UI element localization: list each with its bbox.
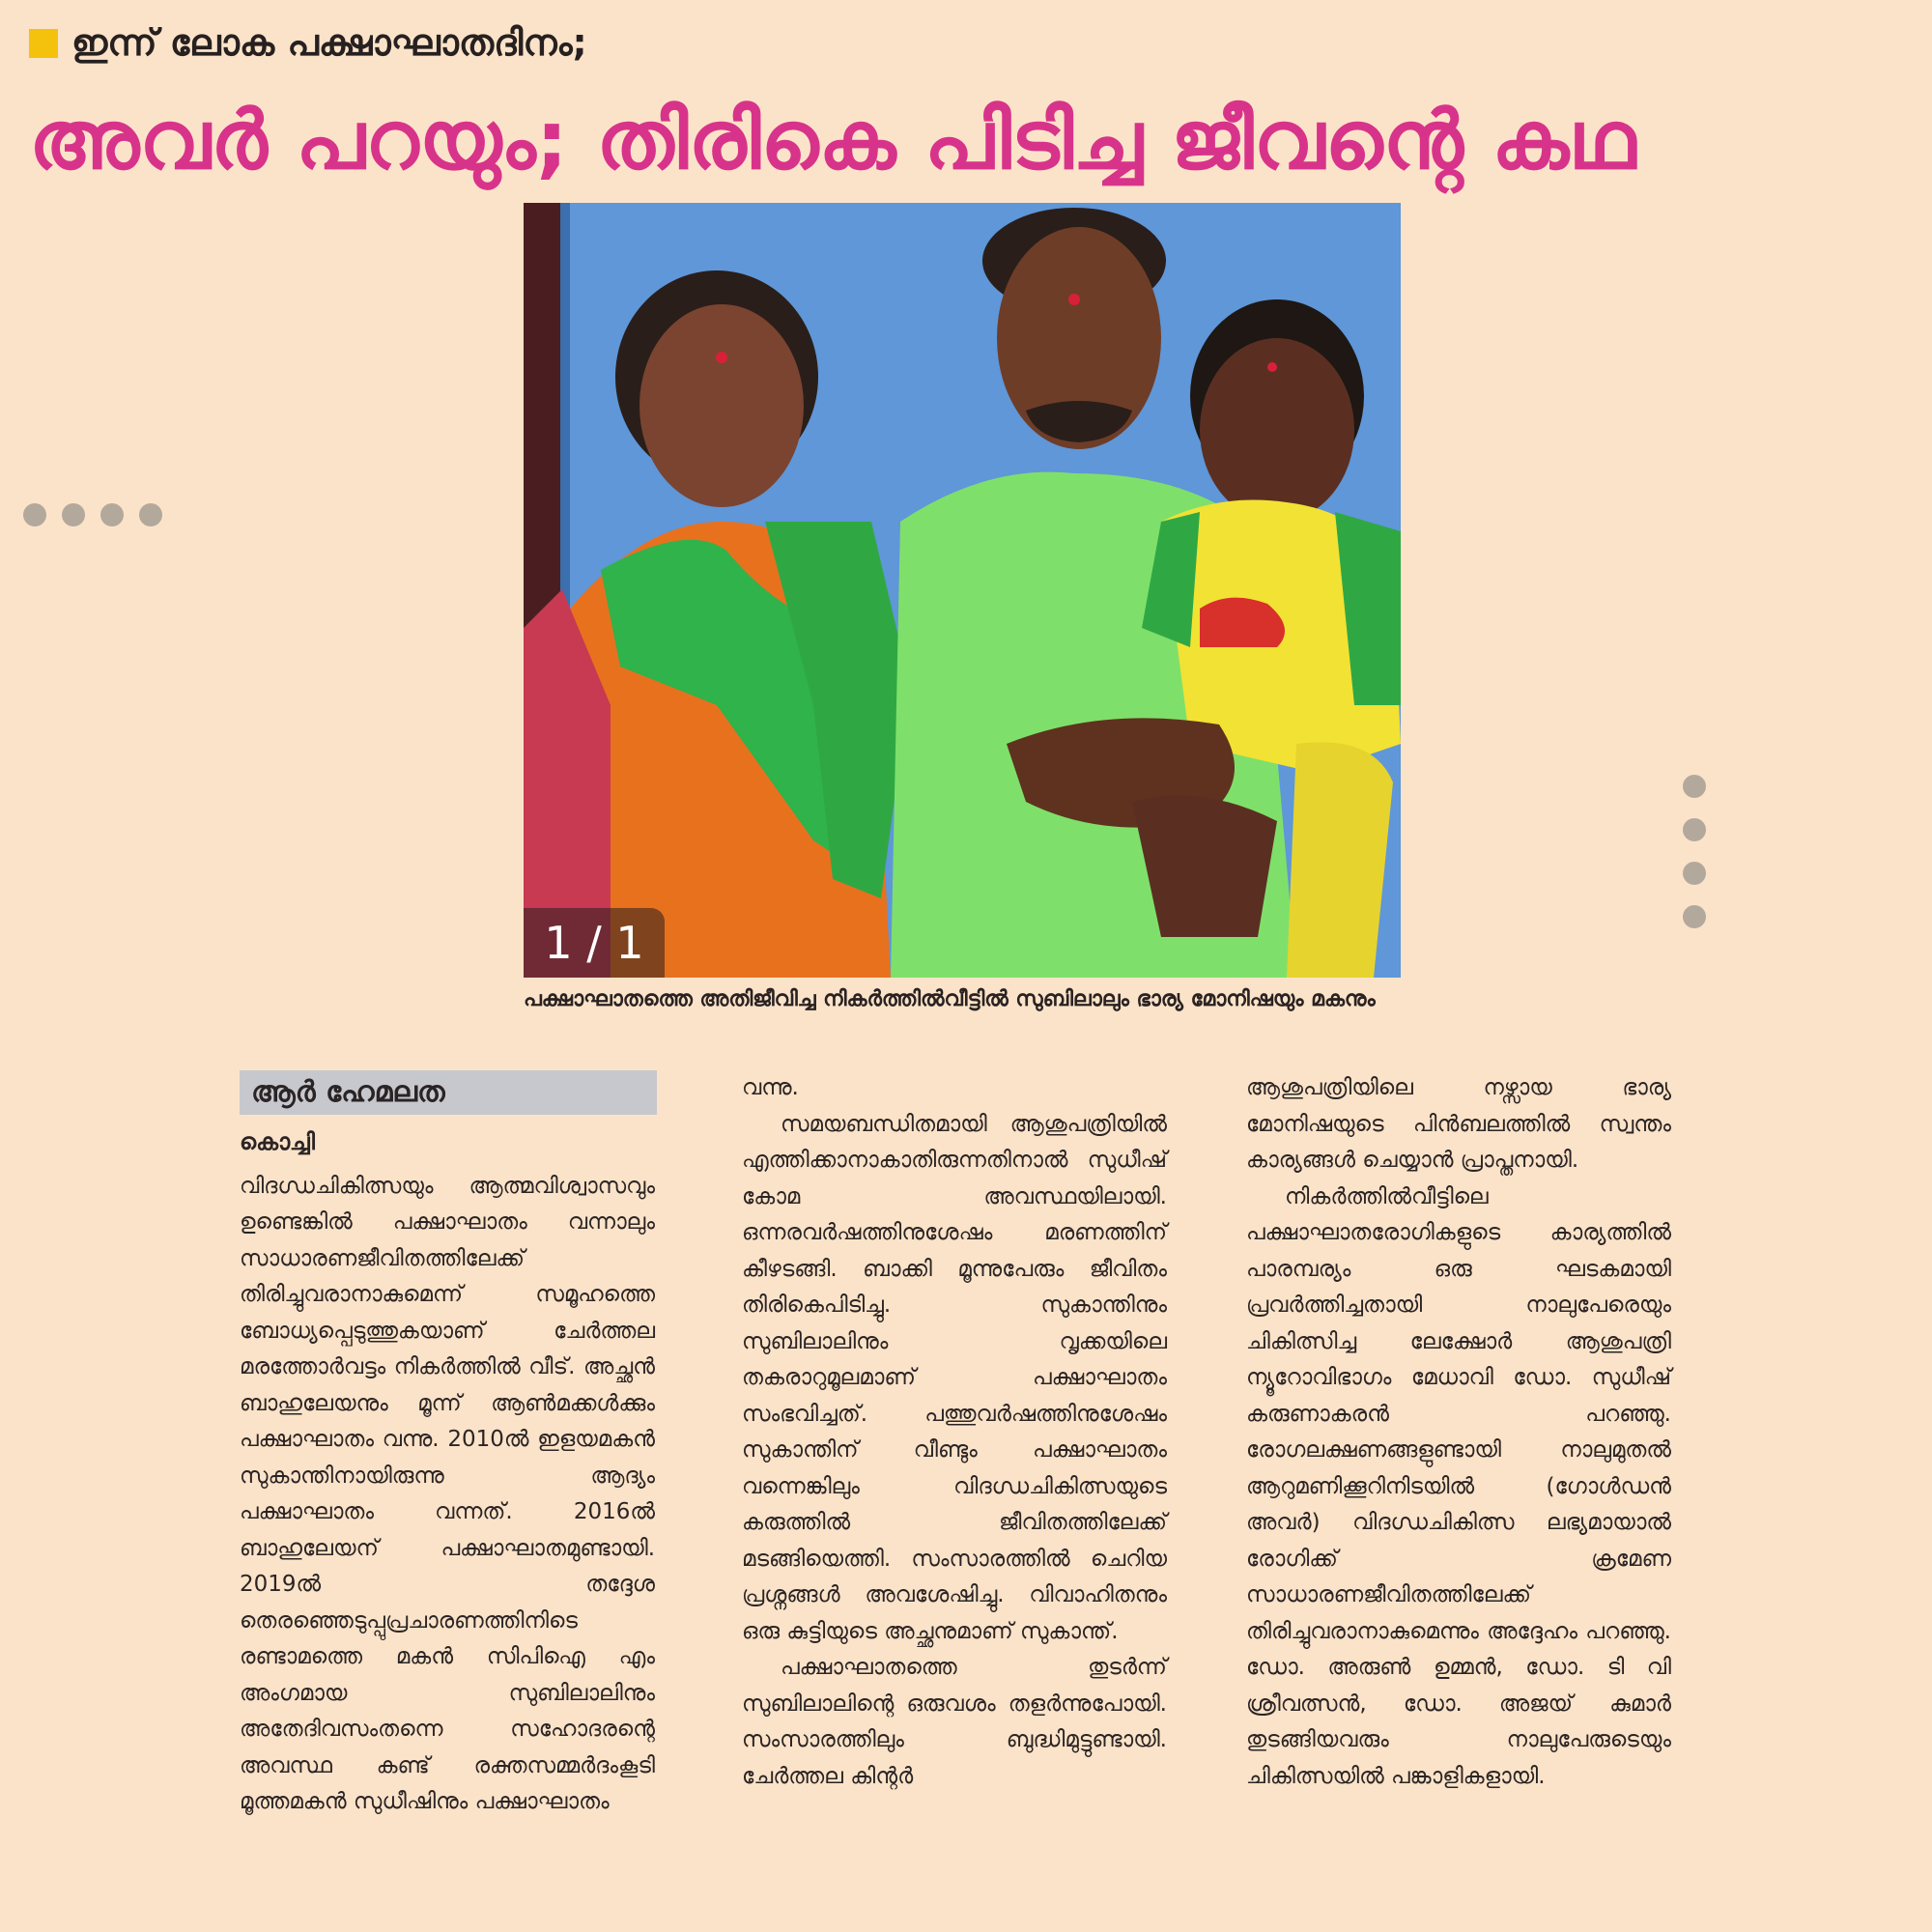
dot-icon [23, 503, 46, 526]
dot-icon [100, 503, 124, 526]
article-column-1 [240, 1070, 655, 1821]
article-paragraph: സമയബന്ധിതമായി ആശുപത്രിയിൽ എത്തിക്കാനാകാതിരുന്നതിനാൽ സുധീഷ് കോമ അവസ്ഥയിലായി. ഒന്നരവർഷത്തിനുശേഷം മരണത്തിന് കീഴടങ്ങി. ബാക്കി മൂന്നുപേരും ജീവിതം തിരികെപിടിച്ചു. സുകാന്തിനും സുബിലാലിനും വൃക്കയിലെ തകരാറുമൂലമാണ് പക്ഷാഘാതം സംഭവിച്ചത്. പത്തുവർഷത്തിനുശേഷം സുകാന്തിന് വീണ്ടും പക്ഷാഘാതം വന്നെങ്കിലും വിദഗ്ധചികിത്സയുടെ കരുത്തിൽ ജീവിതത്തിലേക്ക് മടങ്ങിയെത്തി. സംസാരത്തിൽ ചെറിയ പ്രശ്നങ്ങൾ അവശേഷിച്ചു. വിവാഹിതനും ഒരു കുട്ടിയുടെ അച്ഛനുമാണ് സുകാന്ത്. [742, 1111, 1167, 1644]
kicker-text: ഇന്ന് ലോക പക്ഷാഘാതദിനം; [71, 21, 587, 64]
headline: അവർ പറയും; തിരികെ പിടിച്ച ജീവന്റെ കഥ [29, 93, 1636, 187]
dot-icon [139, 503, 162, 526]
dot-icon [1683, 775, 1706, 798]
article-paragraph: നികർത്തിൽവീട്ടിലെ പക്ഷാഘാതരോഗികളുടെ കാര്യത്തിൽ പാരമ്പര്യം ഒരു ഘടകമായി പ്രവർത്തിച്ചതായി നാലുപേരെയും ചികിത്സിച്ച ലേക്ഷോർ ആശുപത്രി ന്യൂറോവിഭാഗം മേധാവി ഡോ. സുധീഷ് കരുണാകരൻ പറഞ്ഞു. രോഗലക്ഷണങ്ങളുണ്ടായി നാലുമുതൽ ആറുമണിക്കൂറിനിടയിൽ (ഗോൾഡൻ അവർ) വിദഗ്ധചികിത്സ ലഭ്യമായാൽ രോഗിക്ക് ക്രമേണ സാധാരണജീവിതത്തിലേക്ക് തിരിച്ചുവരാനാകുമെന്നും അദ്ദേഹം പറഞ്ഞു. ഡോ. അരുൺ ഉമ്മൻ, ഡോ. ടി വി ശ്രീവത്സൻ, ഡോ. അജയ് കുമാർ തുടങ്ങിയവരും നാലുപേരുടെയും ചികിത്സയിൽ പങ്കാളികളായി. [1246, 1183, 1671, 1789]
carousel-dots-right[interactable] [1683, 775, 1706, 928]
article-paragraph: വിദഗ്ധചികിത്സയും ആത്മവിശ്വാസവും ഉണ്ടെങ്കിൽ പക്ഷാഘാതം വന്നാലും സാധാരണജീവിതത്തിലേക്ക് തിരിച്ചുവരാനാകുമെന്ന് സമൂഹത്തെ ബോധ്യപ്പെടുത്തുകയാണ് ചേർത്തല മരത്തോർവട്ടം നികർത്തിൽ വീട്. അച്ഛൻ ബാഹുലേയനും മൂന്ന് ആൺമക്കൾക്കും പക്ഷാഘാതം വന്നു. 2010ൽ ഇളയമകൻ സുകാന്തിനായിരുന്നു ആദ്യം പക്ഷാഘാതം വന്നത്. 2016ൽ ബാഹുലേയന് പക്ഷാഘാതമുണ്ടായി. 2019ൽ തദ്ദേശ തെരഞ്ഞെടുപ്പുപ്രചാരണത്തിനിടെ രണ്ടാമത്തെ മകൻ സിപിഐ എം അംഗമായ സുബിലാലിനും അതേദിവസംതന്നെ സഹോദരന്റെ അവസ്ഥ കണ്ട് രക്തസമ്മർദംകൂടി മൂത്തമകൻ സുധീഷിനും പക്ഷാഘാതം [240, 1173, 655, 1814]
article-paragraph: പക്ഷാഘാതത്തെ തുടർന്ന് സുബിലാലിന്റെ ഒരുവശം തളർന്നുപോയി. സംസാരത്തിലും ബുദ്ധിമുട്ടുണ്ടായി. ചേർത്തല കിന്റർ [742, 1655, 1167, 1789]
photo-caption: പക്ഷാഘാതത്തെ അതിജീവിച്ച നികർത്തിൽവീട്ടിൽ സുബിലാലും ഭാര്യ മോനിഷയും മകനും [524, 987, 1376, 1011]
article-paragraph: വന്നു. [742, 1075, 799, 1100]
kicker-bullet [29, 29, 58, 58]
byline: ആർ ഹേമലത [240, 1070, 657, 1115]
family-photo[interactable] [524, 203, 1401, 978]
dot-icon [1683, 818, 1706, 841]
kicker [29, 21, 587, 65]
image-counter: 1 / 1 [524, 908, 665, 978]
article-paragraph: ആശുപത്രിയിലെ നഴ്സായ ഭാര്യ മോനിഷയുടെ പിൻബലത്തിൽ സ്വന്തം കാര്യങ്ങൾ ചെയ്യാൻ പ്രാപ്തനായി. [1246, 1075, 1671, 1173]
dot-icon [1683, 862, 1706, 885]
article-column-3 [1246, 1070, 1671, 1795]
family-photo-illustration [524, 203, 1401, 978]
dot-icon [1683, 905, 1706, 928]
dateline: കൊച്ചി [240, 1128, 315, 1155]
article-column-2 [742, 1070, 1167, 1795]
dot-icon [62, 503, 85, 526]
carousel-dots-left[interactable] [23, 503, 162, 526]
